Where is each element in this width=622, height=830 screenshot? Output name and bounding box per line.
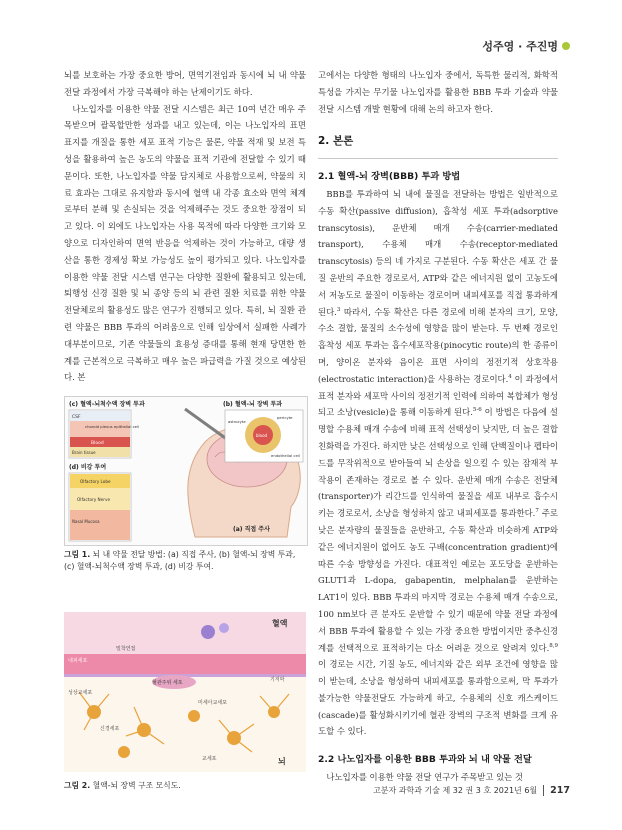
figure-2-caption — [64, 780, 306, 792]
p1a: BBB를 투과하여 뇌 내에 물질을 전달하는 방법은 일반적으로 수동 확산(passive diffusion), 흡착성 세포 투과(adsorptive transcytosis), 운반체 매개 수송(carrier-mediated transport), 수용체 매개 수송(receptor-mediated transcytosis) 등의 네 가지로 구분된다. 수동 확산은 세포 간 물질 운반의 주요한 경로로서, ATP와 같은 에너지원 없이 고농도에서 저농도로 물질이 이동하는 경로이며 내피세포를 직접 통과하게 된다. — [318, 188, 558, 317]
section-title: 2. 본론 — [318, 135, 354, 148]
label-microglia: 미세아교세포 — [198, 700, 227, 706]
running-header — [482, 38, 570, 54]
figure-2-caption-text: 혈액-뇌 장벽 구조 모식도. — [92, 781, 181, 790]
label-olfactory-lobe: Olfactory Lobe — [80, 479, 111, 484]
figure-1-caption-text: 뇌 내 약물 전달 방법: (a) 직접 주사, (b) 혈액-뇌 장벽 투과, (c) 혈액-뇌척수액 장벽 투과, (d) 비강 투여. — [64, 550, 296, 571]
figure-1-caption-title: 그림 1. — [64, 550, 91, 559]
right-paragraph-2: 나노입자를 이용한 약물 전달 연구가 주목받고 있는 것 — [326, 772, 524, 783]
p1f: 이 경로는 시간, 기질 농도, 에너지와 같은 외부 조건에 영향을 많이 받는데, 소낭을 형성하여 내피세포를 통과함으로써, 막 투과가 불가능한 약물전달도 가능하게 하고, 수용체의 신호 캐스케이드(cascade)를 활성화시키기에 혈관 장벽의 구조적 변화를 크게 유도할 수 있다. — [318, 659, 558, 737]
label-blood: 혈액 — [272, 619, 288, 628]
label-glia: 교세포 — [202, 756, 217, 762]
label-nasal-mucosa: Nasal Mucosa — [72, 519, 100, 524]
right-paragraph-1 — [318, 186, 558, 740]
right-paragraph-0: 고에서는 다양한 형태의 나노입자 중에서, 독특한 물리적, 화학적 특성을 가지는 무기물 나노입자를 활용한 BBB 투과 기술과 약물 전달 시스템 개발 현황에 대해 논의 하고자 한다. — [318, 70, 558, 114]
label-d: (d) 비강 투여 — [69, 464, 107, 471]
p1b: 따라서, 수동 확산은 다른 경로에 비해 분자의 크기, 모양, 수소 결합, 물질의 소수성에 영향을 많이 받는다. 두 번째 경로인 흡착성 세포 투과는 흡수세포작용(pinocytic route)의 한 종류이며, 양이온 분자와 음이온 표면 사이의 정전기적 상호작용(electrostatic interaction)을 사용하는 경로이다. — [318, 306, 558, 384]
ref-3: 3 — [336, 306, 341, 313]
label-olfactory-nerve: Olfactory Nerve — [77, 497, 111, 502]
label-brain-tissue: Brain tissue — [72, 450, 96, 455]
label-choroid: choroid plexus epithelial cell — [85, 424, 140, 429]
label-blood2: blood — [256, 433, 268, 438]
label-c: (c) 혈액-뇌척수액 장벽 투과 — [69, 401, 145, 408]
label-endothelial: 내피세포 — [68, 658, 88, 664]
figure-1-illustration — [65, 397, 307, 545]
figure-2 — [64, 612, 306, 772]
label-tight-junction: 밀착연접 — [116, 646, 136, 652]
subsection-2-2-title: 2.2 나노입자를 이용한 BBB 투과와 뇌 내 약물 전달 — [318, 754, 532, 766]
right-column — [318, 67, 558, 786]
figure-1 — [64, 396, 308, 546]
ref-7: 7 — [535, 508, 539, 515]
label-b: (b) 혈액-뇌 장벽 투과 — [223, 401, 283, 408]
figure-2-caption-title: 그림 2. — [64, 781, 91, 790]
p1d: 이 방법은 다음에 설명할 수용체 매개 수송에 비해 표적 선택성이 낮지만, 더 높은 결합 친화력을 가진다. 하지만 낮은 선택성으로 인해 단백질이나 펩타이드를 무작위적으로 받아들여 뇌 손상을 일으킬 수 있는 잠재적 부작용이 존재하는 경로로 볼 수 있다. 운반체 매개 수송은 전달체(transporter)가 리간드를 인식하여 물질을 세포 내부로 흡수시키는 경로로서, 소낭을 형성하지 않고 내피세포를 통과한다. — [318, 407, 558, 519]
label-csf: CSF — [72, 415, 81, 420]
authors: 성주영 · 주진명 — [482, 40, 558, 53]
journal-info: 고분자 과학과 기술 제 32 권 3 호 2021년 6월 — [373, 786, 538, 795]
left-paragraph-2: 나노입자를 이용한 약물 전달 시스템은 최근 10여 년간 매우 주목받으며 괄목할만한 성과를 내고 있는데, 이는 나노입자의 표면 표지를 개질을 통한 세포 표적 기능은 물론, 약물 적재 및 보전 특성을 활용하여 높은 농도의 약물을 표적 기관에 전달할 수 있기 때문이다. 또한, 나노입자를 약물 담지체로 사용함으로써, 약물의 치료 효과는 그대로 유지함과 동시에 혈액 내 각종 효소와 면역 체계로부터 분해 및 손실되는 것을 억제해주는 것도 중요한 장점이 되고 있다. 이 외에도 나노입자는 사용 목적에 따라 다양한 크기와 모양으로 디자인하여 면역 반응을 억제하는 것이 가능하고, 대량 생산을 통한 경제성 확보 가능성도 높이 평가되고 있다. 나노입자를 이용한 약물 전달 시스템 연구는 다양한 질환에 활용되고 있는데, 퇴행성 신경 질환 및 뇌 종양 등의 뇌 관련 질환 치료를 위한 약물 전달체로의 활용성도 많은 연구가 진행되고 있다. 특히, 뇌 질환 관련 약물은 BBB 투과의 어려움으로 인해 임상에서 실패한 사례가 대부분이므로, 기존 약물들의 효용성 증대를 통해 현재 당면한 한계를 근본적으로 극복하고 매우 높은 파급력을 가질 것으로 예상된다. 본 — [64, 103, 306, 383]
flower-icon — [562, 42, 570, 50]
label-astrocyte: astrocyte — [228, 419, 246, 424]
label-pericyte: 혈관주위 세포 — [152, 680, 183, 686]
page-number: 217 — [543, 785, 570, 796]
ref-4: 4 — [508, 373, 512, 380]
label-basement: 기저막 — [270, 677, 285, 683]
page-footer — [373, 785, 570, 796]
figure-2-illustration — [64, 612, 306, 772]
left-paragraph-1: 뇌를 보호하는 가장 중요한 방어, 면역기전임과 동시에 뇌 내 약물 전달 과정에서 가장 극복해야 하는 난제이기도 하다. — [64, 70, 306, 97]
p1c: 이 과정에서 표적 분자와 세포막 사이의 정전기적 인력에 의하여 복합체가 형성되고 소낭(vesicle)을 통해 이동하게 된다. — [318, 373, 559, 418]
section-divider — [318, 158, 558, 159]
subsection-2-1-title: 2.1 혈액-뇌 장벽(BBB) 투과 방법 — [318, 171, 461, 183]
ref-5-6: 5-6 — [472, 407, 482, 414]
label-pericyte: pericyte — [277, 415, 293, 420]
label-a: (a) 직접 주사 — [233, 526, 270, 533]
ref-8-9: 8,9 — [549, 642, 558, 649]
label-astrocyte: 성상교세포 — [68, 690, 93, 696]
label-neuron: 신경세포 — [100, 726, 120, 732]
label-brain: 뇌 — [278, 757, 286, 766]
left-column — [64, 67, 306, 386]
label-blood: Blood — [91, 441, 104, 446]
label-endothelial: endothelial cell — [271, 453, 300, 458]
figure-1-caption — [64, 549, 306, 573]
p1e: 주로 낮은 분자량의 물질들을 운반하고, 수동 확산과 비슷하게 ATP와 같은 에너지원이 없어도 농도 구배(concentration gradient)에 따른 수송 방향성을 가진다. 대표적인 예로는 포도당을 운반하는 GLUT1과 L-dopa, gabapentin, melphalan를 운반하는 LAT1이 있다. BBB 투과의 마지막 경로는 수용체 매개 수송으로, 100 nm보다 큰 분자도 운반할 수 있기 때문에 약물 전달 과정에서 BBB 투과에 활용할 수 있는 가장 중요한 방법이지만 중추신경계를 선택적으로 표적하기는 다소 어려운 것으로 알려져 있다. — [318, 508, 558, 653]
